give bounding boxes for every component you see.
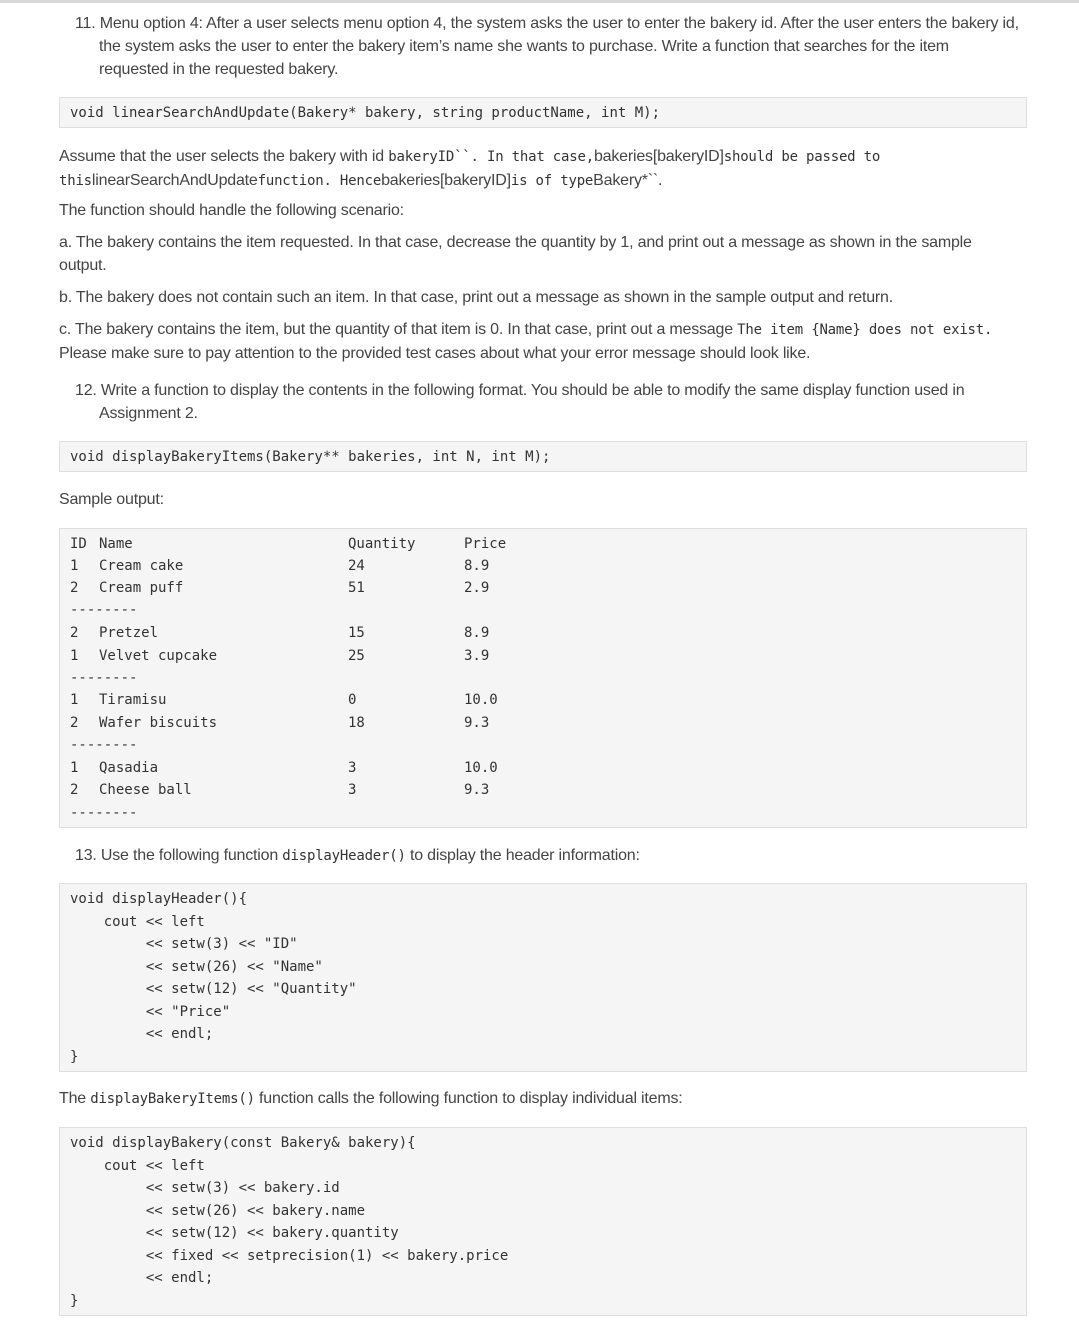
scenario-a: a. The bakery contains the item requested. In that case, decrease the quantity by 1, and print out a message as shown in the sample output. xyxy=(59,234,972,274)
display-header-code xyxy=(59,883,1027,1072)
display-calls-text-2: function calls the following function to display individual items: xyxy=(254,1090,683,1107)
item-13-number: 13. xyxy=(75,847,97,864)
table-cell-price: 10.0 xyxy=(464,692,498,708)
item-11-line3: requested in the requested bakery. xyxy=(99,61,339,78)
item-11-number: 11. xyxy=(75,15,96,32)
table-header-id: ID xyxy=(70,536,87,552)
display-bakery-code-line: << endl; xyxy=(70,1270,214,1286)
table-header-price: Price xyxy=(464,536,507,552)
assume-code-4: function. Hence xyxy=(257,173,382,189)
table-cell-id: 1 xyxy=(70,648,79,664)
assume-text-5: Bakery*``. xyxy=(593,172,663,189)
item-13-text-2: to display the header information: xyxy=(405,847,640,864)
table-header-quantity: Quantity xyxy=(348,536,416,552)
assume-code-1: bakeryID``. In that case, xyxy=(388,149,594,165)
table-cell-quantity: 18 xyxy=(348,715,365,731)
item-12-line1: Write a function to display the contents in the following format. You should be able to modify the same display function used in xyxy=(100,382,965,399)
display-header-code-line: << setw(3) << "ID" xyxy=(70,936,298,952)
display-bakery-code-line: << fixed << setprecision(1) << bakery.price xyxy=(70,1247,509,1264)
sample-output-label: Sample output: xyxy=(59,491,164,508)
signature-linear-search xyxy=(59,97,1027,128)
display-calls-paragraph xyxy=(59,1087,1029,1111)
signature-display-items xyxy=(59,441,1027,472)
top-divider xyxy=(0,0,1079,3)
scenario-b: b. The bakery does not contain such an item. In that case, print out a message as shown in the sample output and return. xyxy=(59,289,893,306)
table-cell-price: 8.9 xyxy=(464,558,490,574)
item-11 xyxy=(75,12,1030,81)
scenario-c-text-1: c. The bakery contains the item, but the quantity of that item is 0. In that case, print out a message xyxy=(59,321,738,338)
table-cell-id: 2 xyxy=(70,715,79,731)
scenario-c-code: The item {Name} does not exist. xyxy=(737,322,993,338)
display-bakery-code-line: << setw(26) << bakery.name xyxy=(70,1202,366,1219)
table-cell-id: 1 xyxy=(70,760,79,776)
display-bakery-code-line: << setw(3) << bakery.id xyxy=(70,1180,340,1196)
table-cell-id: 2 xyxy=(70,625,79,641)
item-13-text-1: Use the following function xyxy=(100,847,283,864)
display-header-code-line: cout << left xyxy=(70,913,205,930)
table-cell-price: 10.0 xyxy=(464,760,498,776)
table-cell-price: 3.9 xyxy=(464,648,490,664)
table-separator: -------- xyxy=(70,805,138,821)
display-bakery-code-line: void displayBakery(const Bakery& bakery){ xyxy=(70,1135,416,1151)
assume-text-2: bakeries[bakeryID] xyxy=(593,148,724,165)
signature-display-items-text: void displayBakeryItems(Bakery** bakeries, int N, int M); xyxy=(70,449,551,465)
display-header-code-line: } xyxy=(70,1048,79,1065)
item-12-line2: Assignment 2. xyxy=(99,405,198,422)
table-cell-name: Pretzel xyxy=(99,625,159,641)
table-cell-quantity: 0 xyxy=(348,692,357,708)
assume-paragraph xyxy=(59,145,1029,193)
scenario-c xyxy=(59,318,1029,365)
table-cell-name: Cheese ball xyxy=(99,782,192,798)
table-cell-quantity: 24 xyxy=(348,558,365,574)
table-cell-quantity: 3 xyxy=(348,760,357,776)
item-11-line1: Menu option 4: After a user selects menu option 4, the system asks the user to enter the bakery id. After the user enters the bakery id, xyxy=(99,15,1019,32)
assume-text-4: bakeries[bakeryID] xyxy=(381,172,511,189)
display-header-code-line: << "Price" xyxy=(70,1003,231,1020)
table-cell-id: 2 xyxy=(70,782,79,798)
table-cell-name: Cream puff xyxy=(99,580,184,596)
scenario-c-text-2: Please make sure to pay attention to the provided test cases about what your error message should look like. xyxy=(59,345,811,362)
display-header-code-line: << endl; xyxy=(70,1026,214,1042)
assume-code-3: this xyxy=(59,173,92,189)
sample-output-box xyxy=(59,528,1027,828)
table-cell-name: Wafer biscuits xyxy=(99,715,218,731)
assume-code-5: is of type xyxy=(510,173,594,189)
signature-linear-search-text: void linearSearchAndUpdate(Bakery* bakery, string productName, int M); xyxy=(70,105,661,121)
table-cell-name: Velvet cupcake xyxy=(99,648,218,664)
display-header-code-line: << setw(12) << "Quantity" xyxy=(70,981,357,997)
item-12 xyxy=(75,379,1030,425)
table-separator: -------- xyxy=(70,670,138,686)
item-11-line2: the system asks the user to enter the bakery item’s name she wants to purchase. Write a function that searches for the item xyxy=(99,38,949,55)
display-calls-code: displayBakeryItems() xyxy=(90,1091,255,1107)
display-calls-text-1: The xyxy=(59,1090,91,1107)
table-cell-quantity: 3 xyxy=(348,782,357,798)
table-separator: -------- xyxy=(70,602,138,618)
assume-text-1: Assume that the user selects the bakery with id xyxy=(59,148,389,165)
table-header-name: Name xyxy=(99,536,133,552)
assume-text-3: linearSearchAndUpdate xyxy=(91,172,258,189)
display-bakery-code-line: << setw(12) << bakery.quantity xyxy=(70,1225,399,1241)
table-cell-price: 8.9 xyxy=(464,625,490,641)
table-cell-id: 1 xyxy=(70,692,79,708)
table-cell-id: 2 xyxy=(70,580,79,596)
display-header-code-line: void displayHeader(){ xyxy=(70,891,248,907)
item-12-number: 12. xyxy=(75,382,97,399)
table-cell-quantity: 15 xyxy=(348,625,365,641)
scenario-intro: The function should handle the following scenario: xyxy=(59,202,404,219)
table-cell-name: Tiramisu xyxy=(99,692,167,708)
table-cell-price: 9.3 xyxy=(464,715,490,731)
table-cell-price: 2.9 xyxy=(464,580,490,596)
assume-code-2: should be passed to xyxy=(723,149,881,165)
table-cell-name: Qasadia xyxy=(99,760,159,776)
table-separator: -------- xyxy=(70,737,138,753)
display-header-code-line: << setw(26) << "Name" xyxy=(70,958,323,975)
display-bakery-code-line: } xyxy=(70,1292,79,1309)
display-bakery-code-line: cout << left xyxy=(70,1157,205,1174)
table-cell-quantity: 51 xyxy=(348,580,365,596)
item-13-code: displayHeader() xyxy=(282,848,406,864)
item-13 xyxy=(75,844,1030,868)
table-cell-quantity: 25 xyxy=(348,648,365,664)
table-cell-id: 1 xyxy=(70,558,79,574)
display-bakery-code xyxy=(59,1127,1027,1316)
table-cell-price: 9.3 xyxy=(464,782,490,798)
table-cell-name: Cream cake xyxy=(99,558,184,574)
